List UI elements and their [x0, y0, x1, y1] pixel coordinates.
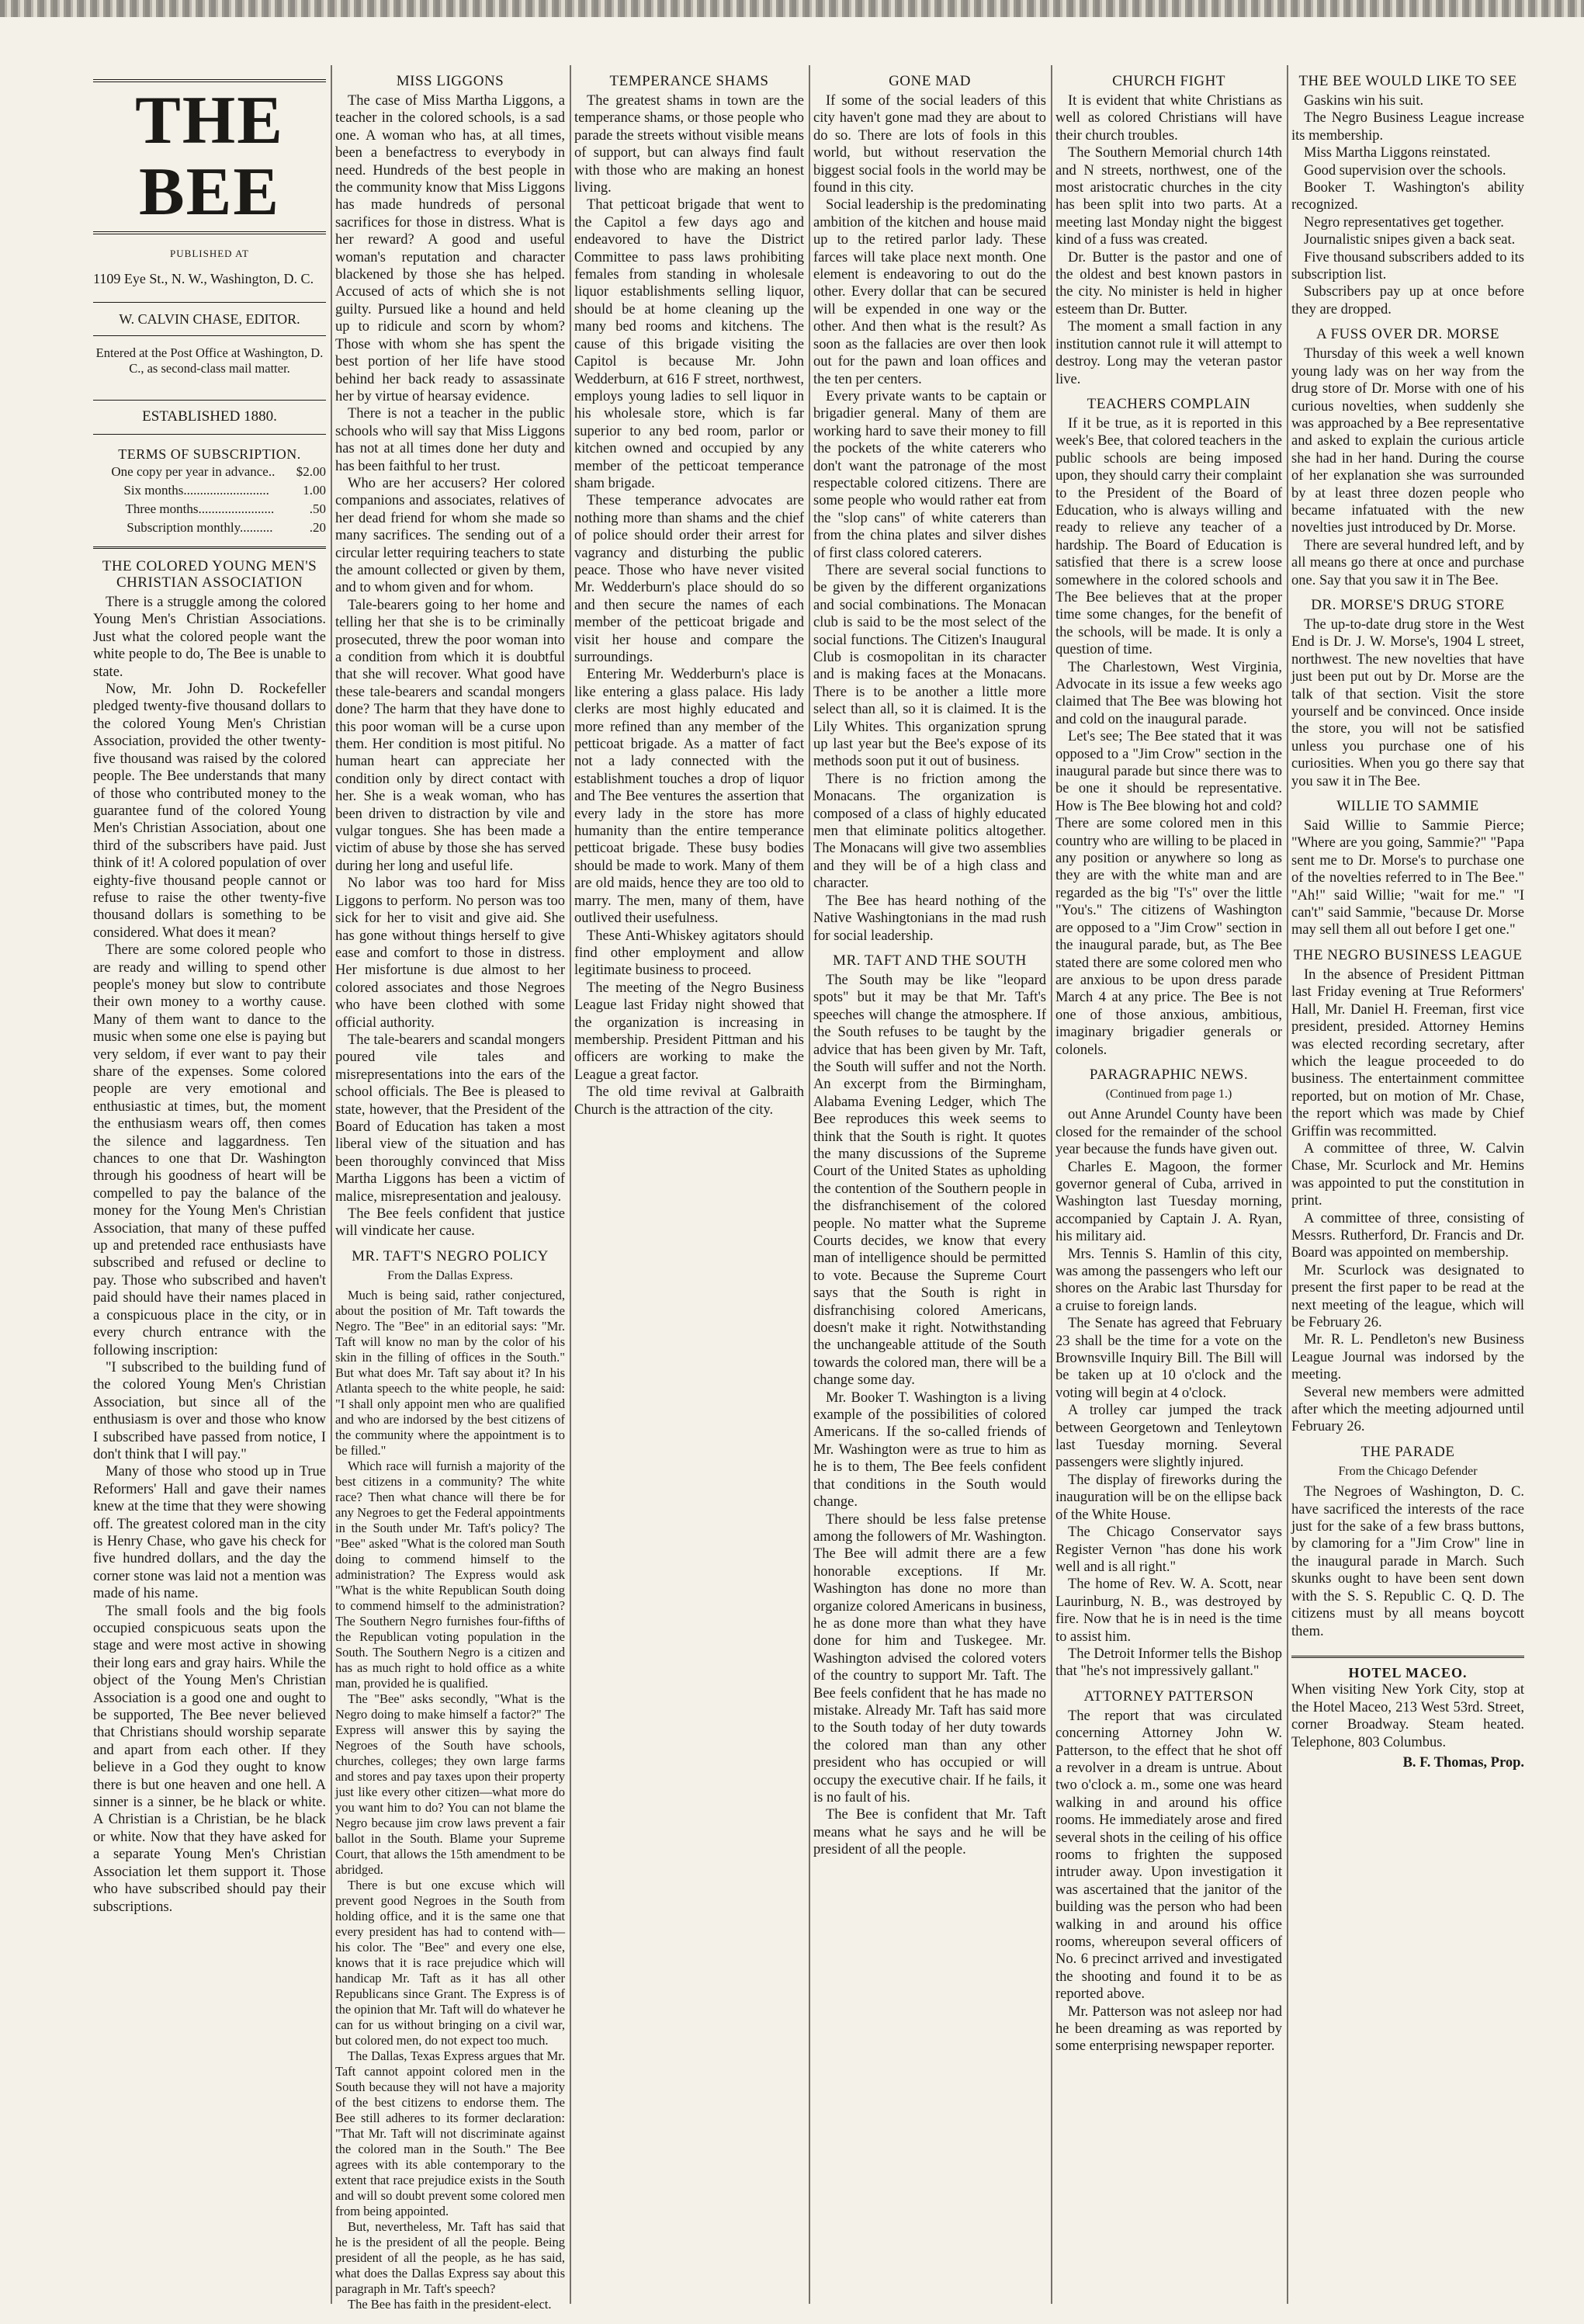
- article-paragraph: Mr. Patterson was not asleep nor had he been dreaming as was reported by some enterprising newspaper reporter.: [1055, 2003, 1282, 2055]
- article-paragraph: Mrs. Tennis S. Hamlin of this city, was among the passengers who left our shores on the Arabic last Thursday for a cruise to foreign lands.: [1055, 1246, 1282, 1314]
- article-paragraph: The Dallas, Texas Express argues that Mr. Taft cannot appoint colored men in the South because they will not have a majority of the best citizens to endorse them. The Bee still adheres to its former declaration: "That Mr. Taft will not discriminate against the colored man in the South." The Bee agrees with its able contemporary to the extent that race prejudice exists in the South and will so doubt prevent some colored men from being appointed.: [335, 2048, 565, 2219]
- article-paragraph: A trolley car jumped the track between Georgetown and Tenleytown last Tuesday morning. Several passengers were slightly injured.: [1055, 1403, 1282, 1471]
- article-headline: GONE MAD: [889, 73, 971, 89]
- article-paragraph: The meeting of the Negro Business League last Friday night showed that the organization is increasing in membership. President Pittman and his officers are working to make the League a great factor.: [574, 980, 804, 1083]
- article-paragraph: out Anne Arundel County have been closed for the remainder of the school year because the funds have given out.: [1055, 1107, 1282, 1158]
- article-paragraph: These Anti-Whiskey agitators should find other employment and allow legitimate business to proceed.: [574, 928, 804, 979]
- list-item: Five thousand subscribers added to its subscription list.: [1291, 249, 1524, 283]
- article-gone-mad: [813, 73, 1046, 945]
- terms-row: Three months....................... .50: [125, 501, 326, 517]
- article-paragraph: The Senate has agreed that February 23 shall be the time for a vote on the Brownsville Inquiry Bill. The Bill will be taken up at 10 o'clock and the voting will begin at 4 o'clock.: [1055, 1316, 1282, 1401]
- article-would-like: [1291, 73, 1524, 318]
- article-paragraph: Which race will furnish a majority of the best citizens in a community? The white race? Then what chance will there be for any Negroes to get the Federal appointments in the South under Mr. Taft's policy? The "Bee" asked "What is the colored man South doing to commend himself to the administration? The Express would ask "What is the white Republican South doing to commend himself to the administration? The Southern Negro furnishes four-fifths of the Republican voting population in the South. The Southern Negro is a citizen and has as much right to hold office as a white man, provided he is qualified.: [335, 1459, 565, 1691]
- article-paragraph: Now, Mr. John D. Rockefeller pledged twenty-five thousand dollars to the colored Young Men's Christian Association, provided the other twenty-five thousand was raised by the colored people. The Bee understands that many of those who contributed money to the guarantee fund of the colored Young Men's Christian Association, about one third of the subscribers have paid. Just think of it! A colored population of over eighty-five thousand people cannot or refuse to raise the other twenty-five thousand dollars is something to be considered. What does it mean?: [93, 682, 326, 941]
- article-subtitle: From the Dallas Express.: [387, 1268, 513, 1282]
- list-item: Negro representatives get together.: [1304, 214, 1504, 231]
- list-item: Subscribers pay up at once before they are dropped.: [1291, 284, 1524, 317]
- article-paragraph: Social leadership is the predominating ambition of the kitchen and house maid up to the retired parlor lady. These farces will take place next month. One element is endeavoring to out do the other. Every dollar that can be secured will be expended in one way or the other. And then what is the result? As soon as the fallacies are over then look out for the pawn and loan offices and the ten per centers.: [813, 197, 1046, 387]
- article-paragraph: The greatest shams in town are the temperance shams, or those people who parade the streets without visible means of support, but can always find fault with those who are making an honest living.: [574, 93, 804, 196]
- column-3: [574, 65, 804, 2304]
- article-taft-policy: [335, 1248, 565, 2312]
- article-church-fight: [1055, 73, 1282, 388]
- article-paragraph: Much is being said, rather conjectured, about the position of Mr. Taft towards the Negro. The "Bee" in an editorial says: "Mr. Taft will know no man by the color of his skin in the filling of offices in the South." But what does Mr. Taft say about it? In his Atlanta speech to the white people, he said: "I shall only appoint men who are qualified and who are indorsed by the best citizens of the community where the appointment is to be filled.": [335, 1288, 565, 1459]
- article-liggons: [335, 73, 565, 1240]
- column-rule: [331, 65, 332, 2304]
- article-headline: MISS LIGGONS: [396, 73, 504, 89]
- publisher-address: 1109 Eye St., N. W., Washington, D. C.: [93, 271, 314, 287]
- article-headline: WILLIE TO SAMMIE: [1336, 798, 1479, 815]
- postal-notice: Entered at the Post Office at Washington, D. C., as second-class mail matter.: [95, 345, 324, 376]
- established-line: ESTABLISHED 1880.: [93, 400, 326, 434]
- article-paragraph: The tale-bearers and scandal mongers poured vile tales and misrepresentations into the ears of the school officials. The Bee is pleased to state, however, that the President of the Board of Education has taken a most liberal view of the situation and has been thoroughly convinced that Miss Martha Liggons has been a victim of malice, misrepresentation and jealousy.: [335, 1032, 565, 1205]
- article-headline: TEACHERS COMPLAIN: [1087, 395, 1251, 412]
- article-paragraph: The up-to-date drug store in the West End is Dr. J. W. Morse's, 1904 L street, northwest. The new novelties that have just been put out by Dr. Morse are the talk of that section. Visit the store yourself and be convinced. Once inside the store, you will not be satisfied unless you purchase one of his curiosities. When you go there say that you saw it in The Bee.: [1291, 616, 1524, 789]
- list-item: Gaskins win his suit.: [1304, 93, 1424, 109]
- article-paragraph: If some of the social leaders of this city haven't gone mad they are about to do so. There are lots of fools in this world, but without reservation the biggest social fools in the world may be found in this city.: [813, 93, 1046, 196]
- article-paragraph: Charles E. Magoon, the former governor general of Cuba, arrived in Washington last Tuesday morning, accompanied by Captain J. A. Ryan, his military aid.: [1055, 1159, 1282, 1245]
- article-headline: CHURCH FIGHT: [1112, 73, 1225, 89]
- terms-row: One copy per year in advance.. $2.00: [111, 464, 326, 480]
- article-headline: TEMPERANCE SHAMS: [609, 73, 769, 89]
- article-paragraph: That petticoat brigade that went to the Capitol a few days ago and endeavored to have the District Committee to pass laws prohibiting females from standing in wholesale liquor establishments selling liquor, should be at home cleaning up the many bed rooms and kitchens. The cause of this brigade visiting the Capitol is because Mr. John Wedderburn, at 616 F street, northwest, employs young ladies to sell liquor in his wholesale store, which is far superior to any bed room, parlor or kitchen owned and occupied by any member of the petticoat temperance sham brigade.: [574, 197, 804, 491]
- article-paragraph: Several new members were admitted after which the meeting adjourned until February 26.: [1291, 1384, 1524, 1435]
- ad-proprietor: B. F. Thomas, Prop.: [1402, 1754, 1524, 1771]
- column-2: [335, 65, 565, 2312]
- article-subtitle: (Continued from page 1.): [1105, 1087, 1232, 1101]
- article-paragraph: The Bee has heard nothing of the Native Washingtonians in the mad rush for social leadership.: [813, 893, 1046, 944]
- column-rule: [1287, 65, 1288, 2304]
- article-paragraph: The Southern Memorial church 14th and N streets, northwest, one of the most aristocratic churches in the city has been split into two parts. At a meeting last Monday night the biggest kind of a fuss was created.: [1055, 145, 1282, 248]
- article-paragraph: Every private wants to be captain or brigadier general. Many of them are working hard to save their money to fill the pockets of the white caterers who don't want the patronage of the most respectable colored citizens. There are some people who would rather eat from the "slop cans" of white caterers than from the china plates and silver dishes of first class colored caterers.: [813, 388, 1046, 561]
- article-morse-fuss: [1291, 326, 1524, 589]
- article-paragraph: If it be true, as it is reported in this week's Bee, that colored teachers in the public schools are being imposed upon, they should carry their complaint to the President of the Board of Education, who is always willing and ready to relieve any teacher of a hardship. The Board of Education is satisfied that there is a screw loose somewhere in the colored schools and The Bee believes that at the proper time some changes, for the benefit of the schools, will be made. It is only a question of time.: [1055, 415, 1282, 658]
- article-paragraph: The moment a small faction in any institution cannot rule it will attempt to destroy. Long may the veteran pastor live.: [1055, 319, 1282, 387]
- article-paragraph: But, nevertheless, Mr. Taft has said that he is the president of all the people. Being president of all the people, as he has said, what does the Dallas Express say about this paragraph in Mr. Taft's speech?: [335, 2219, 565, 2297]
- article-paragraph: In the absence of President Pittman last Friday evening at True Reformers' Hall, Mr. Daniel H. Freeman, first vice president, presided. Attorney Hemins was elected recording secretary, after which the league proceeded to do business. The entertainment committee reported, but on motion of Mr. Chase, the report which was made by Chief Griffin was recommitted.: [1291, 966, 1524, 1139]
- list-item: The Negro Business League increase its membership.: [1291, 110, 1524, 144]
- article-willie: [1291, 798, 1524, 939]
- page-top-edge: [0, 0, 1584, 17]
- column-1: [93, 65, 326, 2304]
- article-paragraph: Who are her accusers? Her colored companions and associates, relatives of her dead friend for whom she made so many sacrifices. The sending out of a circular letter requiring teachers to state the amount collected or given by them, and to whom given and for whom.: [335, 475, 565, 596]
- article-paragraph: There is not a teacher in the public schools who will say that Miss Liggons has not at all times done her duty and has been faithful to her trust.: [335, 406, 565, 474]
- newspaper-title: THE BEE: [93, 79, 326, 234]
- article-paragraph: Dr. Butter is the pastor and one of the oldest and best known pastors in the city. No minister is held in higher esteem than Dr. Butter.: [1055, 249, 1282, 317]
- article-ymca: [93, 558, 326, 1916]
- article-paragraph: Mr. Scurlock was designated to present the first paper to be read at the next meeting of the league, which will be February 26.: [1291, 1262, 1524, 1330]
- article-paragraph: No labor was too hard for Miss Liggons to perform. No person was too sick for her to visit and give aid. She has gone without things herself to give ease and comfort to those in distress. Her misfortune is due almost to her colored associates and those Negroes who have been clothed with some official authority.: [335, 876, 565, 1031]
- article-teachers: [1055, 396, 1282, 1059]
- article-paragraph: The Negroes of Washington, D. C. have sacrificed the interests of the race just for the sake of a few brass buttons, by clamoring for a "Jim Crow" line in the inaugural parade in March. Such skunks ought to have been sent down with the S. S. Republic C. Q. D. The citizens must by all means boycott them.: [1291, 1484, 1524, 1639]
- article-patterson: [1055, 1688, 1282, 2055]
- article-paragraphic: [1055, 1067, 1282, 1681]
- article-paragraph: Said Willie to Sammie Pierce; "Where are you going, Sammie?" "Papa sent me to Dr. Morse's to purchase one of the novelties referred to in The Bee." "Ah!" said Willie; "wait for me." "I can't" said Sammie, "because Dr. Morse may sell them all out before I get one.": [1291, 818, 1524, 938]
- divider: [93, 546, 326, 549]
- article-paragraph: Tale-bearers going to her home and telling her that she is to be criminally prosecuted, threw the poor woman into a condition from which it is doubtful that she will recover. What good have these tale-bearers and scandal mongers done? The harm that they have done to this poor woman will be a curse upon them. Her condition is most pitiful. No human heart can appreciate her condition only by direct contact with her. She is a weak woman, who has been driven to distraction by vile and vulgar tongues. She has been made a victim of abuse by those she has served during her long and useful life.: [335, 597, 565, 874]
- article-paragraph: Thursday of this week a well known young lady was on her way from the drug store of Dr. Morse with one of his curious novelties, when suddenly she was approached by a Bee representative and asked to explain the curious article she had in her hand. During the course of her explanation she was surrounded by at least three dozen people who became infatuated with the new novelties just introduced by Dr. Morse.: [1291, 346, 1524, 536]
- terms-row: Six months.......................... 1.00: [123, 483, 326, 498]
- article-paragraph: "I subscribed to the building fund of the colored Young Men's Christian Association, but since all of the enthusiasm is over and those who know I subscribed have passed from notice, I don't think that I will pay.": [93, 1359, 326, 1462]
- article-temperance: [574, 73, 804, 1119]
- article-paragraph: The home of Rev. W. A. Scott, near Laurinburg, N. B., was destroyed by fire. Now that he is in need is the time to assist him.: [1055, 1577, 1282, 1645]
- article-paragraph: Many of those who stood up in True Reformers' Hall and gave their names knew at the time that they were showing off. The greatest colored man in the city is Henry Chase, who gave his check for five hundred dollars, and the day the corner stone was laid not a mention was made of his name.: [93, 1464, 326, 1602]
- article-headline: ATTORNEY PATTERSON: [1083, 1688, 1254, 1705]
- article-headline: THE COLORED YOUNG MEN'S CHRISTIAN ASSOCIATION: [102, 558, 317, 591]
- column-4: [813, 65, 1046, 2304]
- article-paragraph: The Bee is confident that Mr. Taft means what he says and he will be president of all the people.: [813, 1807, 1046, 1858]
- article-headline: THE BEE WOULD LIKE TO SEE: [1298, 73, 1517, 89]
- article-headline: THE NEGRO BUSINESS LEAGUE: [1293, 946, 1523, 963]
- article-paragraph: There are some colored people who are ready and willing to spend other people's money but slow to contribute their own money to a worthy cause. Many of them want to dance to the music when some one else is paying but very seldom, if ever want to pay their share of the expenses. Some colored people are very emotional and enthusiastic at times, but, the moment the enthusiasm wears off, then comes the silence and laggardness. Ten chances to one that Dr. Washington through his goodness of heart will be compelled to pay the balance of the money for the Young Men's Christian Association, that many of these puffed up and pretended race enthusiasts have subscribed and refused or decline to pay. Those who subscribed and haven't paid should have their names placed in a conspicuous place in the city, or in every church entrance with the following inscription:: [93, 942, 326, 1358]
- article-headline: PARAGRAPHIC NEWS.: [1089, 1066, 1249, 1083]
- article-paragraph: There is a struggle among the colored Young Men's Christian Associations. Just what the colored people want the white people to do, The Bee is unable to state.: [93, 595, 326, 680]
- article-paragraph: The case of Miss Martha Liggons, a teacher in the colored schools, is a sad one. A woman who has, at all times, been a benefactress to everybody in need. Hundreds of the best people in the community know that Miss Liggons has made hundreds of personal sacrifices for those in distress. What is her reward? A good and useful woman's reputation and character blackened by those she has helped. Accused of acts of which she is not guilty. Pursued like a hound and held up to ridicule and scorn by whom? Those with whom she has spent the best portion of her life have stood behind her back ready to assassinate her by virtue of hearsay evidence.: [335, 93, 565, 404]
- list-item: Booker T. Washington's ability recognized.: [1291, 180, 1524, 213]
- published-label: PUBLISHED AT: [170, 248, 249, 259]
- article-paragraph: The Bee has faith in the president-elect.: [348, 2297, 552, 2312]
- article-paragraph: It is evident that white Christians as well as colored Christians will have their church troubles.: [1055, 93, 1282, 144]
- article-headline: MR. TAFT AND THE SOUTH: [833, 952, 1027, 969]
- article-headline: A FUSS OVER DR. MORSE: [1316, 326, 1499, 343]
- article-headline: MR. TAFT'S NEGRO POLICY: [352, 1247, 549, 1264]
- article-paragraph: There are several hundred left, and by all means go there at once and purchase one. Say that you saw it in The Bee.: [1291, 537, 1524, 588]
- article-paragraph: The Charlestown, West Virginia, Advocate in its issue a few weeks ago claimed that The Bee was blowing hot and cold on the inaugural parade.: [1055, 659, 1282, 727]
- article-morse-store: [1291, 597, 1524, 790]
- article-paragraph: A committee of three, consisting of Messrs. Rutherford, Dr. Francis and Dr. Board was appointed on membership.: [1291, 1210, 1524, 1261]
- article-paragraph: The small fools and the big fools occupied conspicuous seats upon the stage and were most active in showing their long ears and gray hairs. While the object of the Young Men's Christian Association is a good one and ought to be supported, The Bee never believed that Christians should worship separate and apart from each other. If they believe in a God they ought to know there is but one heaven and one hell. A sinner is a sinner, be he black or white. A Christian is a Christian, be he black or white. Now that they have asked for a separate Young Men's Christian Association let them support it. Those who have subscribed should pay their subscriptions.: [93, 1603, 326, 1915]
- terms-list: [93, 463, 326, 537]
- article-paragraph: Mr. Booker T. Washington is a living example of the possibilities of colored Americans. If the so-called friends of Mr. Washington were as true to him as he is to them, The Bee feels confident that conditions in the South would change.: [813, 1389, 1046, 1511]
- column-rule: [570, 65, 571, 2304]
- article-headline: THE PARADE: [1360, 1443, 1455, 1460]
- list-item: Good supervision over the schools.: [1304, 162, 1506, 179]
- article-headline: DR. MORSE'S DRUG STORE: [1311, 596, 1505, 613]
- article-paragraph: Let's see; The Bee stated that it was opposed to a "Jim Crow" section in the inaugural parade but since there was to be one it should be representative. How is The Bee blowing hot and cold? There are some colored men in this country who are willing to be placed in any position or anywhere so long as they are with the white man and are regarded as the big "I's" over the little "You's." The citizens of Washington are opposed to a "Jim Crow" section in the inaugural parade, but, as The Bee stated there are some colored men who are anxious to be upon dress parade March 4 at any price. The Bee is not one of those anxious, ambitious, imaginary brigadier generals or colonels.: [1055, 729, 1282, 1058]
- masthead: [93, 79, 326, 537]
- column-rule: [1051, 65, 1052, 2304]
- article-paragraph: There should be less false pretense among the followers of Mr. Washington. The Bee will admit there are a few honorable exceptions. If Mr. Washington has done no more than organize colored Americans in business, he as done more than what they have done for him and Tuskegee. Mr. Washington advised the colored voters of the country to support Mr. Taft. The Bee feels confident that he has made no mistake. Already Mr. Taft has said more to the South today of her duty towards the colored man than any other president who has occupied or will occupy the executive chair. If he fails, it is no fault of his.: [813, 1511, 1046, 1805]
- terms-row: Subscription monthly.......... .20: [127, 520, 326, 536]
- article-paragraph: The "Bee" asks secondly, "What is the Negro doing to make himself a factor?" The Express will answer this by saying the Negroes of the South have schools, churches, colleges; they own large farms and stores and pay taxes upon their property just like every other citizen—what more do you want him to do? You can not blame the Negro because jim crow laws prevent a fair ballot in the South. Blame your Supreme Court, that allows the 15th amendment to be abridged.: [335, 1691, 565, 1878]
- article-paragraph: These temperance advocates are nothing more than shams and the chief of police should order their arrest for vagrancy and disturbing the public peace. Those who have never visited Mr. Wedderburn's place should do so and then secure the names of each member of the petticoat brigade and visit her house and compare the surroundings.: [574, 493, 804, 665]
- article-paragraph: A committee of three, W. Calvin Chase, Mr. Scurlock and Mr. Hemins was appointed to put the constitution in print.: [1291, 1140, 1524, 1209]
- column-5: [1055, 65, 1282, 2304]
- article-subtitle: From the Chicago Defender: [1338, 1464, 1478, 1478]
- article-paragraph: The display of fireworks during the inauguration will be on the ellipse back of the White House.: [1055, 1472, 1282, 1523]
- article-paragraph: There is no friction among the Monacans. The organization is composed of a class of highly educated men that eliminate politics altogether. The Monacans will give two assemblies and they will be of a high class and character.: [813, 771, 1046, 892]
- article-paragraph: The Chicago Conservator says Register Vernon "has done his work well and is all right.": [1055, 1524, 1282, 1575]
- article-paragraph: Mr. R. L. Pendleton's new Business League Journal was indorsed by the meeting.: [1291, 1332, 1524, 1383]
- article-paragraph: There are several social functions to be given by the different organizations and social combinations. The Monacan club is said to be the most select of the social functions. The Citizen's Inaugural Club is cosmopolitan in its character and is making faces at the Monacans. There is to be another a little more select than all, so it is claimed. It is the Lily Whites. This organization sprung up last year but the Bee's expose of its methods soon put it out of business.: [813, 562, 1046, 770]
- editor-line: W. CALVIN CHASE, EDITOR.: [93, 302, 326, 336]
- article-paragraph: Entering Mr. Wedderburn's place is like entering a glass palace. His lady clerks are most highly educated and more refined than any member of the petticoat brigade. As a matter of fact not a lady connected with the establishment touches a drop of liquor and The Bee ventures the assertion that every lady in the store has more humanity than the entire temperance petticoat brigade. These busy bodies should be made to work. Many of them are old maids, hence they are too old to marry. The men, many of them, have outlived their usefulness.: [574, 667, 804, 927]
- article-taft-south: [813, 952, 1046, 1859]
- ad-hotel-name: HOTEL MACEO.: [1348, 1664, 1468, 1681]
- list-item: Miss Martha Liggons reinstated.: [1304, 145, 1491, 161]
- hotel-advertisement: [1291, 1656, 1524, 1771]
- article-paragraph: There is but one excuse which will prevent good Negroes in the South from holding office, and it is the same one that every president has had to contend with—his color. The "Bee" and every one else, knows that it is race prejudice which will handicap Mr. Taft as it has all other Republicans since Grant. The Express is of the opinion that Mr. Taft will do whatever he can for us without bringing on a civil war, but colored men, do not expect too much.: [335, 1878, 565, 2048]
- article-paragraph: The South may be like "leopard spots" but it may be that Mr. Taft's speeches will change the atmosphere. If the South refuses to be taught by the advice that has been given by Mr. Taft, the South will suffer and not the North. An excerpt from the Birmingham, Alabama Evening Ledger, which The Bee reproduces this week seems to think that the South is right. It quotes the many discussions of the Supreme Court of the United States as upholding the contention of the Southern people in the disfranchisement of the colored people. No matter what the Supreme Courts decides, we know that every man of intelligence should be permitted to vote. Because the Supreme Court says that the South is right in disfranchising colored Americans, doesn't make it right. Notwithstanding the unchangeable attitude of the South towards the colored man, there will be a change some day.: [813, 972, 1046, 1389]
- ad-text: When visiting New York City, stop at the Hotel Maceo, 213 West 53rd. Street, corner Broadway. Steam heated. Telephone, 803 Columbus.: [1291, 1682, 1524, 1750]
- article-parade: [1291, 1444, 1524, 1640]
- article-paragraph: The Detroit Informer tells the Bishop that "he's not impressively gallant.": [1055, 1646, 1282, 1680]
- article-paragraph: The old time revival at Galbraith Church is the attraction of the city.: [574, 1084, 804, 1118]
- article-paragraph: The report that was circulated concerning Attorney John W. Patterson, to the effect that he shot off a revolver in a dream is untrue. About two o'clock a. m., some one was heard walking in and around his office rooms. He immediately arose and fired several shots in the ceiling of his office rooms to frighten the supposed intruder away. Upon investigation it was ascertained that the janitor of the building was the person who had been walking in and around his office rooms, whereupon several officers of No. 6 precinct arrived and investigated the shooting and found it to be as reported above.: [1055, 1708, 1282, 2003]
- article-paragraph: The Bee feels confident that justice will vindicate her cause.: [335, 1206, 565, 1240]
- column-6: [1291, 65, 1524, 2304]
- column-rule: [809, 65, 810, 2304]
- list-item: Journalistic snipes given a back seat.: [1304, 232, 1516, 248]
- terms-title: TERMS OF SUBSCRIPTION.: [118, 446, 301, 462]
- article-league: [1291, 947, 1524, 1436]
